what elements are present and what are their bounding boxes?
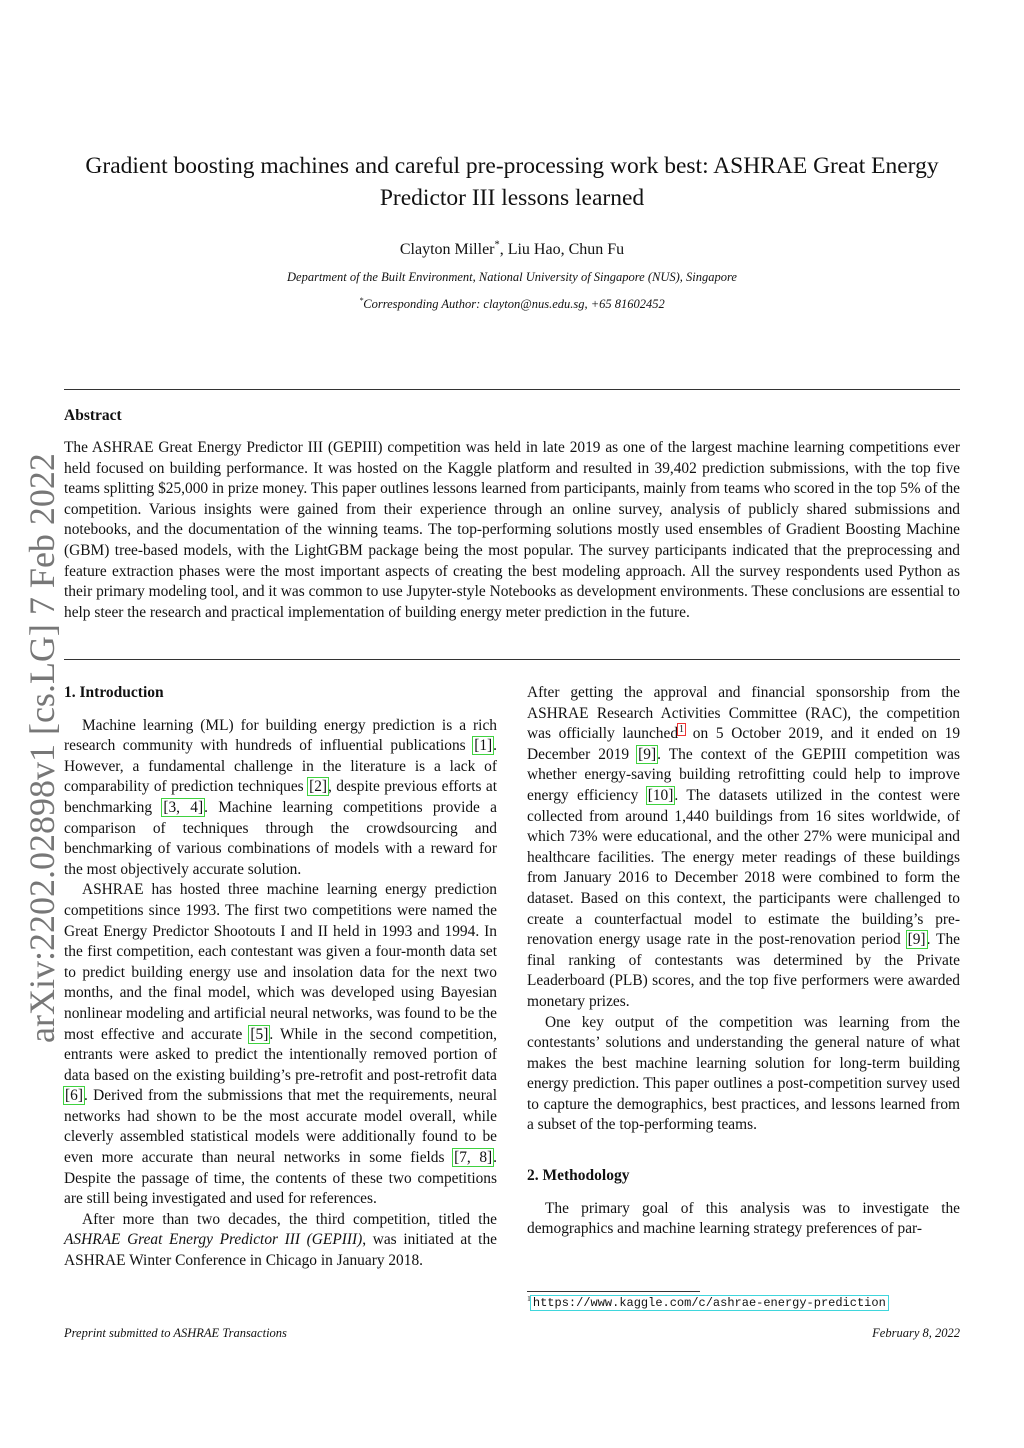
arxiv-sidebar-stamp: arXiv:2202.02898v1 [cs.LG] 7 Feb 2022 — [22, 453, 62, 1043]
right-paragraph-1: After getting the approval and financial sponsorship from the ASHRAE Research Activities Committee (RAC), the competition was officially launched$^1$ on 5 October 2019, and it ended on 19 December 2019 [9]. The context of the GEPIII competition was whether energy-saving building retrofitting could help to improve energy efficiency [10]. The datasets utilized in the contest were collected from around 1,440 buildings from 16 sites worldwide, of which 73% were educational, and the other 27% were municipal and healthcare facilities. The energy meter readings of these buildings from January 2016 to December 2018 were combined to form the dataset. Based on this context, the participants were challenged to create a counterfactual model to estimate the building’s pre-renovation energy usage rate in the post-renovation period [9]. The final ranking of contestants was determined by the Private Leaderboard (PLB) scores, and the top five performers were awarded monetary prizes. — [527, 684, 961, 1010]
citation-link[interactable]: [6] — [65, 1087, 83, 1105]
citation-link[interactable]: [5] — [250, 1025, 269, 1043]
methodology-paragraph-1: The primary goal of this analysis was to investigate the demographics and machine learning strategy preferences of par- — [527, 1199, 960, 1238]
abstract-heading: Abstract — [64, 407, 122, 424]
citation-link[interactable]: [9] — [907, 931, 926, 949]
intro-paragraph-2: ASHRAE has hosted three machine learning energy prediction competitions since 1993. The first two competitions were named the Great Energy Predictor Shootouts I and II held in 1993 and 1994. In the first competition, each contestant was given a four-month data set to predict building energy use and insolation data for the next two months, and the final model, which was developed using Bayesian nonlinear modeling and artificial neural networks, was found to be the most effective and accurate [5]. While in the second competition, entrants were asked to predict the intentionally removed portion of data based on the existing building’s pre-retrofit and post-retrofit data [6]. Derived from the submissions that met the requirements, neural networks had shown to be the most accurate model overall, while cleverly assembled statistical models were additionally found to be even more accurate than neural networks in some fields [7, 8]. Despite the passage of time, the contents of these two competitions are still being investigated and used for references. — [64, 881, 498, 1208]
footnote — [527, 1295, 888, 1310]
citation-link[interactable]: [7, 8] — [454, 1149, 493, 1167]
citation-link[interactable]: [1] — [474, 737, 493, 755]
corresponding-mark: * — [494, 239, 500, 251]
citation-link[interactable]: [3, 4] — [163, 798, 204, 816]
footer-preprint-note: Preprint submitted to ASHRAE Transactions — [64, 1326, 287, 1340]
abstract-divider — [64, 659, 960, 660]
intro-paragraph-1: Machine learning (ML) for building energy prediction is a rich research community with hundreds of influential publications [1]. However, a fundamental challenge in the literature is a lack of comparability of prediction techniques [2], despite previous efforts at benchmarking [3, 4]. Machine learning competitions provide a comparison of techniques through the crowdsourcing and benchmarking of various combinations of models with a reward for the most objectively accurate solution. — [64, 716, 497, 878]
intro-paragraph-3: After more than two decades, the third competition, titled the ASHRAE Great Energy Predictor III (GEPIII), was initiated at the ASHRAE Winter Conference in Chicago in January 2018. — [64, 1210, 497, 1270]
affiliation: Department of the Built Environment, National University of Singapore (NUS), Singapore — [287, 270, 737, 284]
corresponding-author — [64, 295, 960, 313]
introduction-heading: 1. Introduction — [64, 684, 164, 701]
right-paragraph-2: One key output of the competition was learning from the contestants’ solutions and understanding the general nature of what makes the best machine learning solution for long-term building energy prediction. This paper outlines a post-competition survey used to capture the demographics, best practices, and lessons learned from a subset of the top-performing teams. — [527, 1013, 960, 1134]
citation-link[interactable]: [9] — [638, 745, 657, 763]
footer-date: February 8, 2022 — [872, 1326, 960, 1340]
abstract-text: The ASHRAE Great Energy Predictor III (GEPIII) competition was held in late 2019 as one of the largest machine learning competitions ever held focused on building performance. It was hosted on the Kaggle platform and resulted in 39,402 prediction submissions, with the top five teams splitting $25,000 in prize money. This paper outlines lessons learned from participants, mainly from teams who scored in the top 5% of the competition. Various insights were gained from their experience through an online survey, analysis of publicly shared submissions and notebooks, and the documentation of the winning teams. The top-performing solutions mostly used ensembles of Gradient Boosting Machine (GBM) tree-based models, with the LightGBM package being the most popular. The survey participants indicated that the preprocessing and feature extraction phases were the most important aspects of creating the best modeling approach. All the survey respondents used Python as their primary modeling tool, and it was common to use Jupyter-style Notebooks as development environments. These conclusions are essential to help steer the research and practical implementation of building energy meter prediction in the future. — [64, 439, 960, 621]
footnote-link[interactable]: 1 — [679, 724, 685, 736]
corresponding-mark: * — [359, 295, 364, 305]
author-list — [64, 239, 960, 261]
paper-title: Gradient boosting machines and careful pre-processing work best: ASHRAE Great Energy Predictor III lessons learned — [85, 153, 939, 211]
author-corresponding: Clayton Miller — [399, 241, 495, 258]
citation-link[interactable]: [2] — [309, 778, 328, 796]
methodology-heading: 2. Methodology — [527, 1167, 630, 1185]
citation-link[interactable]: [10] — [647, 786, 674, 804]
corresponding-text: Corresponding Author: clayton@nus.edu.sg, +65 81602452 — [363, 297, 665, 311]
footnote-mark: 1 — [527, 1294, 531, 1303]
right-column — [527, 683, 960, 1240]
top-divider — [64, 389, 960, 390]
left-column — [64, 683, 497, 1272]
authors-other: , Liu Hao, Chun Fu — [499, 241, 625, 258]
footnote-url-link[interactable]: https://www.kaggle.com/c/ashrae-energy-prediction — [532, 1296, 886, 1310]
footnote-divider — [527, 1291, 700, 1292]
